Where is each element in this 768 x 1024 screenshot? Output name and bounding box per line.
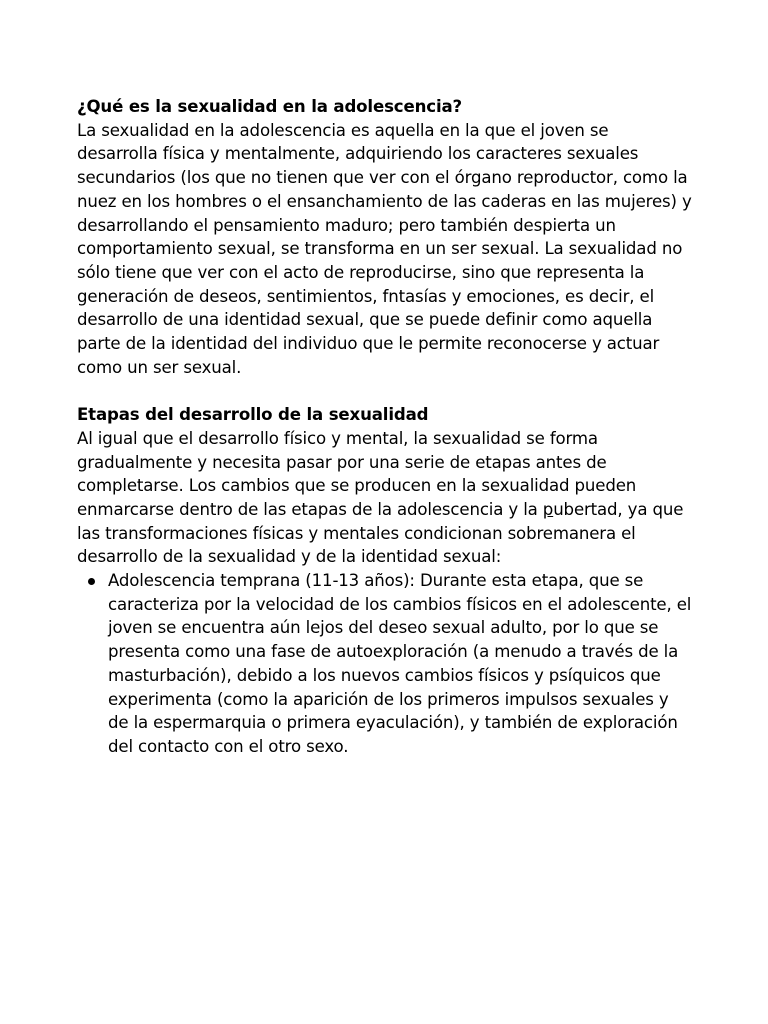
- section2-heading: Etapas del desarrollo de la sexualidad: [77, 405, 429, 425]
- section2-body-end: ubertad, ya que las transformaciones físicas y mentales condicionan sobremanera el desarrollo de la sexualidad y de la identidad sexual:: [77, 499, 684, 567]
- section1-body: La sexualidad en la adolescencia es aquella en la que el joven se desarrolla física y mentalmente, adquiriendo los caracteres sexuales secundarios (los que no tienen que ver con el órgano reproductor, como la nuez en los hombres o el ensanchamiento de las caderas en las mujeres) y desarrollando el pensamiento maduro; pero también despierta un comportamiento sexual, se transforma en un ser sexual. La sexualidad no sólo tiene que ver con el acto de reproducirse, sino que representa la generación de deseos, sentimientos, fntasías y emociones, es decir, el desarrollo de una identidad sexual, que se puede definir como aquella parte de la identidad del individuo que le permite reconocerse y actuar como un ser sexual.: [77, 120, 692, 377]
- pubertad-link[interactable]: p: [542, 499, 554, 519]
- section2-body-start: Al igual que el desarrollo físico y mental, la sexualidad se forma gradualmente y necesita pasar por una serie de etapas antes de completarse. Los cambios que se producen en la sexualidad pueden enmarcarse dentro de las etapas de la adolescencia y la: [77, 428, 637, 519]
- paragraph-spacer: [77, 379, 693, 403]
- document-content: [77, 95, 693, 759]
- section2-body: [77, 427, 693, 569]
- stages-list: [77, 569, 693, 759]
- section1-heading: ¿Qué es la sexualidad en la adolescencia?: [77, 97, 463, 116]
- list-item: Adolescencia temprana (11-13 años): Durante esta etapa, que se caracteriza por la velocidad de los cambios físicos en el adolescente, el joven se encuentra aún lejos del deseo sexual adulto, por lo que se presenta como una fase de autoexploración (a menudo a través de la masturbación), debido a los nuevos cambios físicos y psíquicos que experimenta (como la aparición de los primeros impulsos sexuales y de la espermarquia o primera eyaculación), y también de exploración del contacto con el otro sexo.: [77, 569, 693, 759]
